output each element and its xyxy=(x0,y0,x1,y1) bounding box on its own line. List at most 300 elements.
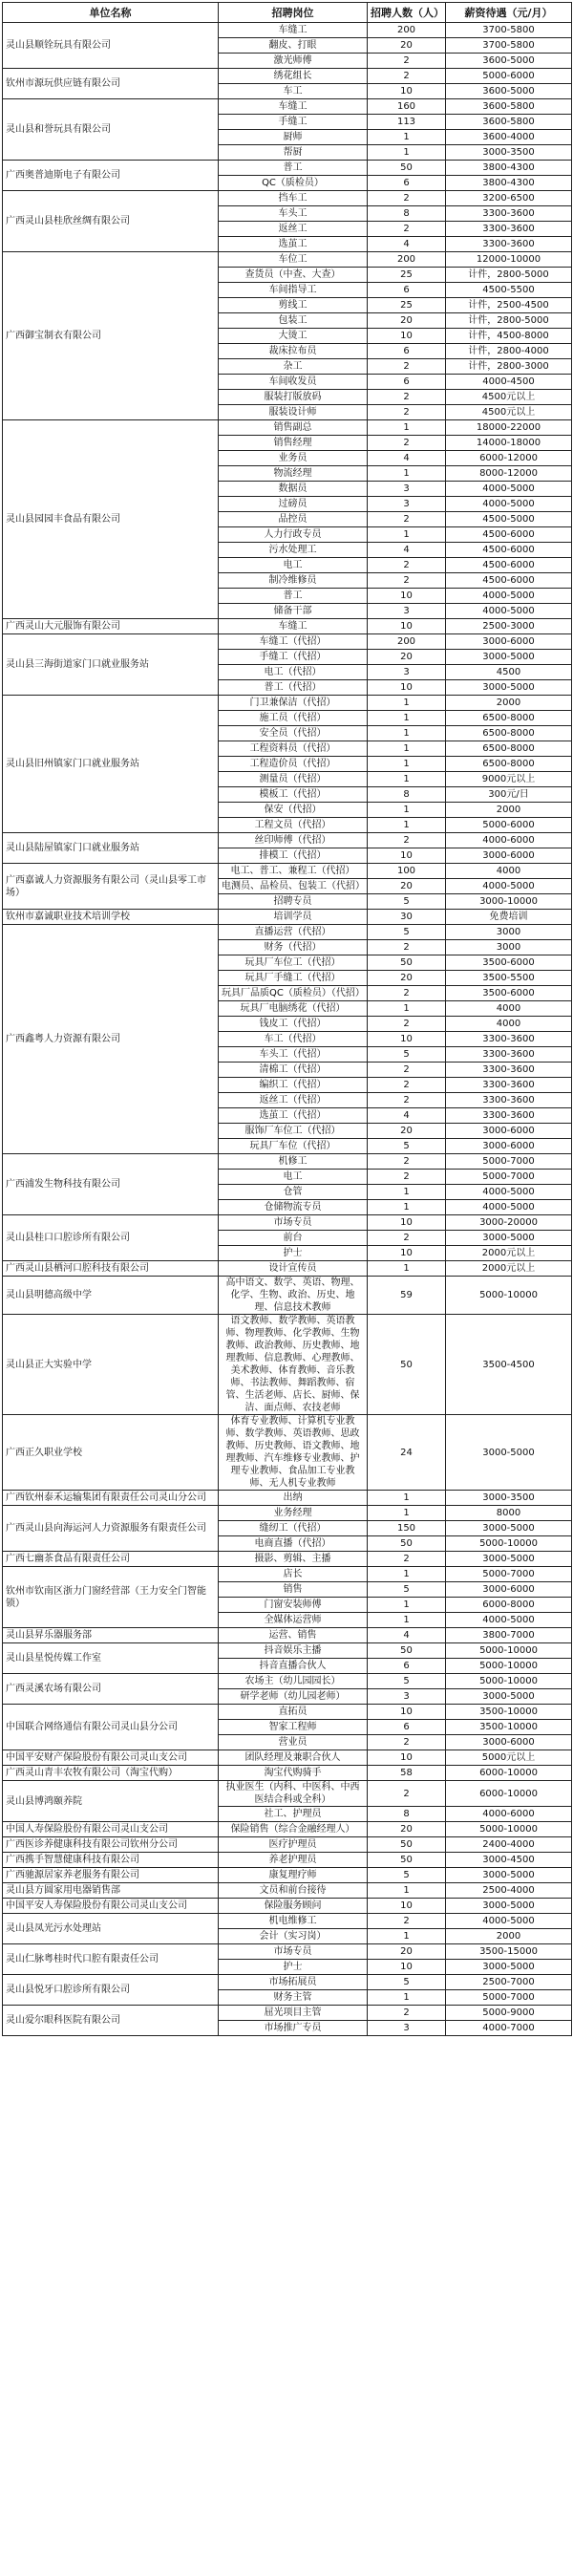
table-row xyxy=(3,1506,572,1521)
table-row xyxy=(3,1628,572,1643)
table-row xyxy=(3,2006,572,2021)
position-cell: 财务主管 xyxy=(219,1990,368,2006)
position-cell: 返丝工（代招） xyxy=(219,1093,368,1108)
position-cell: 车缝工 xyxy=(219,619,368,634)
table-row xyxy=(3,69,572,84)
table-body xyxy=(3,23,572,2036)
position-cell: 护士 xyxy=(219,1960,368,1975)
position-cell: 挡车工 xyxy=(219,191,368,206)
salary-cell: 4000-5000 xyxy=(446,1914,572,1929)
count-cell: 20 xyxy=(368,971,446,986)
count-cell: 1 xyxy=(368,527,446,543)
table-row xyxy=(3,1643,572,1659)
count-cell: 2 xyxy=(368,833,446,848)
count-cell: 59 xyxy=(368,1277,446,1315)
company-name-cell: 广西七幽茶食品有限责任公司 xyxy=(3,1552,219,1567)
salary-cell: 2500-3000 xyxy=(446,619,572,634)
position-cell: 保安（代招） xyxy=(219,803,368,818)
position-cell: 销售经理 xyxy=(219,436,368,451)
count-cell: 1 xyxy=(368,741,446,757)
count-cell: 2 xyxy=(368,436,446,451)
position-cell: QC（质检员） xyxy=(219,176,368,191)
salary-cell: 5000-7000 xyxy=(446,1567,572,1582)
recruitment-sheet xyxy=(0,2,573,2576)
position-cell: 车工（代招） xyxy=(219,1032,368,1047)
count-cell: 20 xyxy=(368,1944,446,1960)
count-cell: 4 xyxy=(368,451,446,466)
position-cell: 设计宣传员 xyxy=(219,1261,368,1277)
position-cell: 玩具厂品质QC（质检员）（代招） xyxy=(219,986,368,1001)
table-row xyxy=(3,1883,572,1899)
salary-cell: 3000-5000 xyxy=(446,680,572,696)
position-cell: 剪线工 xyxy=(219,298,368,313)
salary-cell: 3700-5800 xyxy=(446,23,572,38)
position-cell: 出纳 xyxy=(219,1491,368,1506)
position-cell: 机电维修工 xyxy=(219,1914,368,1929)
count-cell: 1 xyxy=(368,1883,446,1899)
position-cell: 数据员 xyxy=(219,482,368,497)
salary-cell: 计件，2800-5000 xyxy=(446,268,572,283)
position-cell: 店长 xyxy=(219,1567,368,1582)
salary-cell: 4500-6000 xyxy=(446,558,572,573)
salary-cell: 8000-12000 xyxy=(446,466,572,482)
company-name-cell: 广西浦发生物科技有限公司 xyxy=(3,1154,219,1215)
table-row xyxy=(3,1750,572,1766)
count-cell: 2 xyxy=(368,1914,446,1929)
position-cell: 抖音娱乐主播 xyxy=(219,1643,368,1659)
salary-cell: 4000-6000 xyxy=(446,833,572,848)
salary-cell: 3200-6500 xyxy=(446,191,572,206)
position-cell: 招聘专员 xyxy=(219,894,368,910)
position-cell: 编织工（代招） xyxy=(219,1078,368,1093)
company-name-cell: 灵山县陆屋镇家门口就业服务站 xyxy=(3,833,219,864)
salary-cell: 4000-5000 xyxy=(446,879,572,894)
count-cell: 10 xyxy=(368,619,446,634)
table-row xyxy=(3,634,572,650)
salary-cell: 3500-10000 xyxy=(446,1705,572,1720)
salary-cell: 3500-10000 xyxy=(446,1720,572,1735)
company-name-cell: 中国联合网络通信有限公司灵山县分公司 xyxy=(3,1705,219,1750)
count-cell: 2 xyxy=(368,1063,446,1078)
position-cell: 机修工 xyxy=(219,1154,368,1170)
count-cell: 10 xyxy=(368,1899,446,1914)
header-count: 招聘人数（人） xyxy=(368,3,446,23)
position-cell: 储备干部 xyxy=(219,604,368,619)
salary-cell: 6500-8000 xyxy=(446,741,572,757)
company-name-cell: 广西驰源居家养老服务有限公司 xyxy=(3,1868,219,1883)
table-row xyxy=(3,252,572,268)
count-cell: 2 xyxy=(368,390,446,405)
position-cell: 仓管 xyxy=(219,1185,368,1200)
position-cell: 抖音直播合伙人 xyxy=(219,1659,368,1674)
position-cell: 营业员 xyxy=(219,1735,368,1750)
table-row xyxy=(3,1837,572,1853)
salary-cell: 3500-6000 xyxy=(446,986,572,1001)
position-cell: 车间指导工 xyxy=(219,283,368,298)
table-row xyxy=(3,864,572,879)
count-cell: 50 xyxy=(368,1536,446,1552)
position-cell: 保险服务顾问 xyxy=(219,1899,368,1914)
position-cell: 社工、护理员 xyxy=(219,1807,368,1822)
salary-cell: 18000-22000 xyxy=(446,420,572,436)
position-cell: 文员和前台接待 xyxy=(219,1883,368,1899)
count-cell: 1 xyxy=(368,803,446,818)
salary-cell: 3000-6000 xyxy=(446,1124,572,1139)
company-name-cell: 广西灵山县桂欣丝绸有限公司 xyxy=(3,191,219,252)
position-cell: 丝印师傅（代招） xyxy=(219,833,368,848)
table-row xyxy=(3,1415,572,1491)
position-cell: 施工员（代招） xyxy=(219,711,368,726)
position-cell: 品控员 xyxy=(219,512,368,527)
count-cell: 10 xyxy=(368,329,446,344)
position-cell: 业务经理 xyxy=(219,1506,368,1521)
count-cell: 3 xyxy=(368,1689,446,1705)
header-position: 招聘岗位 xyxy=(219,3,368,23)
table-row xyxy=(3,1261,572,1277)
company-name-cell: 广西奥普迪斯电子有限公司 xyxy=(3,161,219,191)
company-name-cell: 广西灵溪农场有限公司 xyxy=(3,1674,219,1705)
company-name-cell: 广西携手智慧健康科技有限公司 xyxy=(3,1853,219,1868)
salary-cell: 3000-6000 xyxy=(446,1582,572,1598)
count-cell: 1 xyxy=(368,1491,446,1506)
position-cell: 电工 xyxy=(219,1170,368,1185)
count-cell: 20 xyxy=(368,879,446,894)
count-cell: 2 xyxy=(368,986,446,1001)
position-cell: 安全员（代招） xyxy=(219,726,368,741)
salary-cell: 4000 xyxy=(446,1001,572,1017)
salary-cell: 3300-3600 xyxy=(446,1047,572,1063)
salary-cell: 4500-6000 xyxy=(446,527,572,543)
count-cell: 4 xyxy=(368,1108,446,1124)
company-name-cell: 广西御宝制衣有限公司 xyxy=(3,252,219,420)
salary-cell: 5000-6000 xyxy=(446,818,572,833)
count-cell: 1 xyxy=(368,711,446,726)
count-cell: 1 xyxy=(368,1990,446,2006)
salary-cell: 5000-10000 xyxy=(446,1674,572,1689)
salary-cell: 3000 xyxy=(446,940,572,955)
position-cell: 普工（代招） xyxy=(219,680,368,696)
count-cell: 2 xyxy=(368,69,446,84)
salary-cell: 3300-3600 xyxy=(446,1093,572,1108)
company-name-cell: 中国平安人寿保险股份有限公司灵山支公司 xyxy=(3,1899,219,1914)
recruitment-table xyxy=(2,2,572,2036)
position-cell: 培训学员 xyxy=(219,910,368,925)
table-row xyxy=(3,99,572,115)
count-cell: 1 xyxy=(368,1613,446,1628)
count-cell: 10 xyxy=(368,848,446,864)
count-cell: 6 xyxy=(368,1659,446,1674)
salary-cell: 4000-7000 xyxy=(446,2021,572,2036)
company-name-cell: 灵山县桂口口腔诊所有限公司 xyxy=(3,1215,219,1261)
count-cell: 2 xyxy=(368,1093,446,1108)
position-cell: 杂工 xyxy=(219,359,368,375)
count-cell: 58 xyxy=(368,1766,446,1781)
salary-cell: 2000元以上 xyxy=(446,1246,572,1261)
salary-cell: 3000-6000 xyxy=(446,1735,572,1750)
position-cell: 车间收发员 xyxy=(219,375,368,390)
salary-cell: 300元/日 xyxy=(446,787,572,803)
position-cell: 车工 xyxy=(219,84,368,99)
count-cell: 2 xyxy=(368,1170,446,1185)
position-cell: 直播运营（代招） xyxy=(219,925,368,940)
position-cell: 市场推广专员 xyxy=(219,2021,368,2036)
salary-cell: 3300-3600 xyxy=(446,1078,572,1093)
count-cell: 1 xyxy=(368,1200,446,1215)
position-cell: 车缝工 xyxy=(219,23,368,38)
table-row xyxy=(3,1781,572,1807)
count-cell: 50 xyxy=(368,1643,446,1659)
position-cell: 农场主（幼儿园园长） xyxy=(219,1674,368,1689)
count-cell: 4 xyxy=(368,1628,446,1643)
salary-cell: 3800-7000 xyxy=(446,1628,572,1643)
position-cell: 市场拓展员 xyxy=(219,1975,368,1990)
count-cell: 10 xyxy=(368,1032,446,1047)
count-cell: 6 xyxy=(368,375,446,390)
count-cell: 20 xyxy=(368,650,446,665)
salary-cell: 4000-5000 xyxy=(446,497,572,512)
position-cell: 车缝工 xyxy=(219,99,368,115)
count-cell: 2 xyxy=(368,1552,446,1567)
count-cell: 200 xyxy=(368,634,446,650)
salary-cell: 6000-10000 xyxy=(446,1766,572,1781)
salary-cell: 3000-6000 xyxy=(446,1139,572,1154)
count-cell: 50 xyxy=(368,1853,446,1868)
salary-cell: 3600-5800 xyxy=(446,99,572,115)
company-name-cell: 广西灵山县栖河口腔科技有限公司 xyxy=(3,1261,219,1277)
count-cell: 1 xyxy=(368,466,446,482)
position-cell: 车头工（代招） xyxy=(219,1047,368,1063)
count-cell: 150 xyxy=(368,1521,446,1536)
count-cell: 5 xyxy=(368,1674,446,1689)
salary-cell: 5000-7000 xyxy=(446,1154,572,1170)
salary-cell: 9000元以上 xyxy=(446,772,572,787)
salary-cell: 5000元以上 xyxy=(446,1750,572,1766)
position-cell: 电测员、品检员、包装工（代招） xyxy=(219,879,368,894)
position-cell: 会计（实习岗） xyxy=(219,1929,368,1944)
table-row xyxy=(3,1674,572,1689)
position-cell: 电工、普工、兼程工（代招） xyxy=(219,864,368,879)
salary-cell: 2000元以上 xyxy=(446,1261,572,1277)
company-name-cell: 灵山县方圆家用电器销售部 xyxy=(3,1883,219,1899)
salary-cell: 2400-4000 xyxy=(446,1837,572,1853)
count-cell: 8 xyxy=(368,787,446,803)
position-cell: 市场专员 xyxy=(219,1215,368,1231)
position-cell: 语文教师、数学教师、英语教师、物理教师、化学教师、生物教师、政治教师、历史教师、地理教师、信息教师、心理教师、美术教师、体育教师、音乐教师、书法教师、舞蹈教师、宿管、生活老师、店长、厨师、保洁、面点师、农技老师 xyxy=(219,1315,368,1415)
position-cell: 业务员 xyxy=(219,451,368,466)
count-cell: 5 xyxy=(368,1975,446,1990)
salary-cell: 6000-12000 xyxy=(446,451,572,466)
salary-cell: 3000-6000 xyxy=(446,848,572,864)
position-cell: 裁床拉布员 xyxy=(219,344,368,359)
count-cell: 1 xyxy=(368,726,446,741)
position-cell: 过磅员 xyxy=(219,497,368,512)
count-cell: 8 xyxy=(368,1807,446,1822)
salary-cell: 4000 xyxy=(446,1017,572,1032)
header-salary: 薪资待遇（元/月） xyxy=(446,3,572,23)
company-name-cell: 钦州市嘉诚职业技术培训学校 xyxy=(3,910,219,925)
table-row xyxy=(3,1822,572,1837)
salary-cell: 4500-6000 xyxy=(446,573,572,589)
count-cell: 3 xyxy=(368,482,446,497)
table-row xyxy=(3,696,572,711)
salary-cell: 3000-3500 xyxy=(446,1491,572,1506)
salary-cell: 4500-5000 xyxy=(446,512,572,527)
position-cell: 工程造价员（代招） xyxy=(219,757,368,772)
count-cell: 2 xyxy=(368,940,446,955)
count-cell: 6 xyxy=(368,176,446,191)
count-cell: 5 xyxy=(368,925,446,940)
salary-cell: 计件，2500-4500 xyxy=(446,298,572,313)
count-cell: 2 xyxy=(368,512,446,527)
salary-cell: 3600-4000 xyxy=(446,130,572,145)
salary-cell: 5000-7000 xyxy=(446,1170,572,1185)
company-name-cell: 广西医诊养健康科技有限公司钦州分公司 xyxy=(3,1837,219,1853)
salary-cell: 3000-4500 xyxy=(446,1853,572,1868)
count-cell: 20 xyxy=(368,1124,446,1139)
company-name-cell: 广西嘉诚人力资源服务有限公司（灵山县零工市场） xyxy=(3,864,219,910)
count-cell: 2 xyxy=(368,359,446,375)
table-row xyxy=(3,1705,572,1720)
company-name-cell: 灵山县悦牙口腔诊所有限公司 xyxy=(3,1975,219,2006)
salary-cell: 3700-5800 xyxy=(446,38,572,54)
position-cell: 模板工（代招） xyxy=(219,787,368,803)
count-cell: 1 xyxy=(368,1261,446,1277)
count-cell: 20 xyxy=(368,38,446,54)
salary-cell: 4000-5000 xyxy=(446,1613,572,1628)
count-cell: 5 xyxy=(368,1868,446,1883)
salary-cell: 3000-5000 xyxy=(446,1868,572,1883)
position-cell: 屈光项目主管 xyxy=(219,2006,368,2021)
position-cell: 手缝工 xyxy=(219,115,368,130)
company-name-cell: 灵山县凤光污水处理站 xyxy=(3,1914,219,1944)
position-cell: 前台 xyxy=(219,1231,368,1246)
count-cell: 10 xyxy=(368,84,446,99)
count-cell: 25 xyxy=(368,268,446,283)
position-cell: 包装工 xyxy=(219,313,368,329)
count-cell: 20 xyxy=(368,313,446,329)
count-cell: 1 xyxy=(368,1185,446,1200)
position-cell: 服装打版放码 xyxy=(219,390,368,405)
position-cell: 物流经理 xyxy=(219,466,368,482)
salary-cell: 8000 xyxy=(446,1506,572,1521)
position-cell: 执业医生（内科、中医科、中西医结合科或全科） xyxy=(219,1781,368,1807)
salary-cell: 计件，2800-3000 xyxy=(446,359,572,375)
salary-cell: 5000-10000 xyxy=(446,1643,572,1659)
salary-cell: 5000-10000 xyxy=(446,1536,572,1552)
count-cell: 2 xyxy=(368,405,446,420)
count-cell: 1 xyxy=(368,420,446,436)
position-cell: 团队经理及兼职合伙人 xyxy=(219,1750,368,1766)
count-cell: 6 xyxy=(368,344,446,359)
count-cell: 50 xyxy=(368,161,446,176)
salary-cell: 3300-3600 xyxy=(446,237,572,252)
company-name-cell: 灵山县明德高级中学 xyxy=(3,1277,219,1315)
company-name-cell: 灵山县旧州镇家门口就业服务站 xyxy=(3,696,219,833)
salary-cell: 4000-5000 xyxy=(446,482,572,497)
position-cell: 工程文员（代招） xyxy=(219,818,368,833)
count-cell: 1 xyxy=(368,1567,446,1582)
count-cell: 10 xyxy=(368,589,446,604)
company-name-cell: 灵山仁脉粤桂时代口腔有限责任公司 xyxy=(3,1944,219,1975)
salary-cell: 计件，2800-5000 xyxy=(446,313,572,329)
salary-cell: 计件，4500-8000 xyxy=(446,329,572,344)
table-row xyxy=(3,1868,572,1883)
position-cell: 查货员（中查、大查） xyxy=(219,268,368,283)
count-cell: 1 xyxy=(368,818,446,833)
salary-cell: 3600-5000 xyxy=(446,84,572,99)
count-cell: 4 xyxy=(368,543,446,558)
position-cell: 电工 xyxy=(219,558,368,573)
salary-cell: 6500-8000 xyxy=(446,757,572,772)
position-cell: 激光师傅 xyxy=(219,54,368,69)
salary-cell: 计件，2800-4000 xyxy=(446,344,572,359)
company-name-cell: 灵山县顺铨玩具有限公司 xyxy=(3,23,219,69)
position-cell: 高中语文、数学、英语、物理、化学、生物、政治、历史、地理、信息技术教师 xyxy=(219,1277,368,1315)
count-cell: 2 xyxy=(368,573,446,589)
position-cell: 门卫兼保洁（代招） xyxy=(219,696,368,711)
table-row xyxy=(3,1315,572,1415)
salary-cell: 4500-6000 xyxy=(446,543,572,558)
company-name-cell: 广西灵山大元服饰有限公司 xyxy=(3,619,219,634)
salary-cell: 3000-5000 xyxy=(446,1552,572,1567)
count-cell: 4 xyxy=(368,237,446,252)
company-name-cell: 广西正久职业学校 xyxy=(3,1415,219,1491)
count-cell: 2 xyxy=(368,558,446,573)
count-cell: 100 xyxy=(368,864,446,879)
salary-cell: 3000-5000 xyxy=(446,650,572,665)
salary-cell: 3500-15000 xyxy=(446,1944,572,1960)
salary-cell: 3000-3500 xyxy=(446,145,572,161)
count-cell: 1 xyxy=(368,145,446,161)
salary-cell: 3000-5000 xyxy=(446,1415,572,1491)
position-cell: 翻皮、打眼 xyxy=(219,38,368,54)
table-header-row xyxy=(3,3,572,23)
salary-cell: 3500-6000 xyxy=(446,955,572,971)
table-row xyxy=(3,833,572,848)
salary-cell: 6000-10000 xyxy=(446,1781,572,1807)
salary-cell: 2000 xyxy=(446,696,572,711)
company-name-cell: 钦州市钦南区浙力门窗经营部（王力安全门智能锁） xyxy=(3,1567,219,1628)
count-cell: 8 xyxy=(368,206,446,222)
count-cell: 200 xyxy=(368,252,446,268)
table-row xyxy=(3,910,572,925)
position-cell: 护士 xyxy=(219,1246,368,1261)
position-cell: 清棉工（代招） xyxy=(219,1063,368,1078)
position-cell: 销售 xyxy=(219,1582,368,1598)
salary-cell: 3300-3600 xyxy=(446,206,572,222)
salary-cell: 4000-5000 xyxy=(446,1200,572,1215)
position-cell: 电商直播（代招） xyxy=(219,1536,368,1552)
position-cell: 普工 xyxy=(219,589,368,604)
table-row xyxy=(3,1552,572,1567)
position-cell: 财务（代招） xyxy=(219,940,368,955)
salary-cell: 3800-4300 xyxy=(446,161,572,176)
count-cell: 1 xyxy=(368,1929,446,1944)
salary-cell: 4000-5000 xyxy=(446,1185,572,1200)
table-row xyxy=(3,1215,572,1231)
position-cell: 车缝工（代招） xyxy=(219,634,368,650)
company-name-cell: 灵山县正大实验中学 xyxy=(3,1315,219,1415)
salary-cell: 3000-5000 xyxy=(446,1960,572,1975)
count-cell: 10 xyxy=(368,1246,446,1261)
company-name-cell: 灵山爱尔眼科医院有限公司 xyxy=(3,2006,219,2036)
position-cell: 淘宝代购骑手 xyxy=(219,1766,368,1781)
company-name-cell: 广西灵山青丰农牧有限公司（淘宝代购） xyxy=(3,1766,219,1781)
salary-cell: 4000-6000 xyxy=(446,1807,572,1822)
salary-cell: 6000-8000 xyxy=(446,1598,572,1613)
count-cell: 1 xyxy=(368,696,446,711)
table-row xyxy=(3,1899,572,1914)
